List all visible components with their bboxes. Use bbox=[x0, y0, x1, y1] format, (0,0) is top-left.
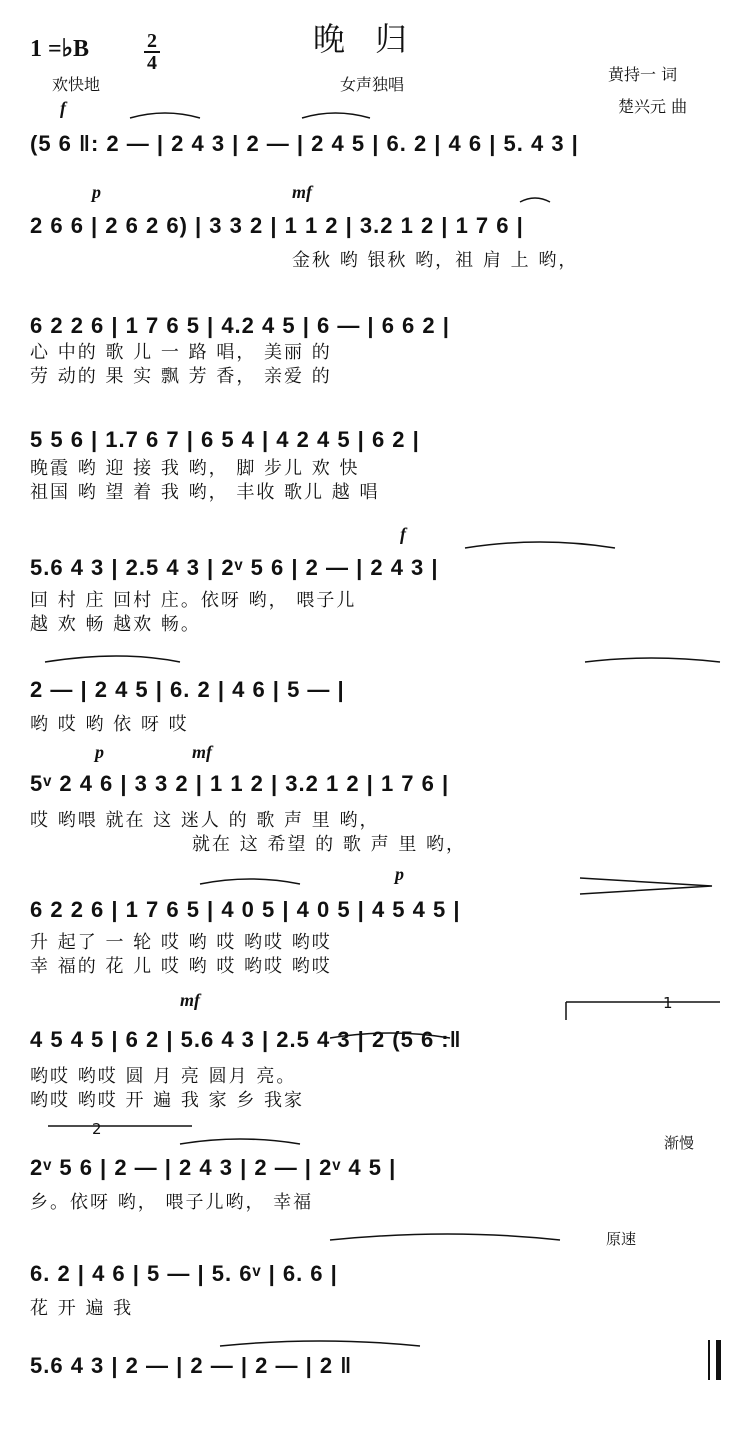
lyric-verse-1: 哟哎 哟哎 圆 月 亮 圆月 亮。 bbox=[30, 1066, 297, 1087]
lyric-verse-1: 回 村 庄 回村 庄。依呀 哟， 喂子儿 bbox=[30, 590, 357, 611]
slur-mark bbox=[45, 656, 180, 662]
tempo-change: 原速 bbox=[606, 1230, 637, 1248]
song-title: 晚归 bbox=[312, 20, 437, 58]
lyric-verse-1: 乡。依呀 哟， 喂子儿哟， 幸福 bbox=[30, 1192, 314, 1213]
lyric-verse-2: 哟哎 哟哎 开 遍 我 家 乡 我家 bbox=[30, 1090, 305, 1111]
lyric-verse-1: 晚霞 哟 迎 接 我 哟， 脚 步儿 欢 快 bbox=[30, 458, 360, 479]
dynamic-mark: mf bbox=[192, 742, 212, 762]
lyric-verse-1: 哎 哟喂 就在 这 迷人 的 歌 声 里 哟， bbox=[30, 810, 380, 831]
lyric-verse-1: 心 中的 歌 儿 一 路 唱， 美丽 的 bbox=[30, 342, 332, 363]
note-row: 5.6 4 3 | 2.5 4 3 | 2ᵛ 5 6 | 2 — | 2 4 3 | bbox=[30, 555, 439, 580]
key-signature: 1 =♭B bbox=[30, 36, 90, 62]
note-row: (5 6 ‖: 2 — | 2 4 3 | 2 — | 2 4 5 | 6. 2 | 4 6 | 5. 4 3 | bbox=[30, 131, 579, 156]
lyric-verse-2: 越 欢 畅 越欢 畅。 bbox=[30, 614, 201, 635]
slur-mark bbox=[200, 879, 300, 884]
volta-1-label: 1 bbox=[663, 994, 673, 1012]
dynamic-mark: mf bbox=[292, 182, 312, 202]
lyric-verse-1: 升 起了 一 轮 哎 哟 哎 哟哎 哟哎 bbox=[30, 932, 332, 953]
lyricist-credit: 黄持一 词 bbox=[608, 65, 678, 84]
slur-mark bbox=[302, 113, 370, 118]
final-barline bbox=[716, 1340, 721, 1380]
note-row: 6 2 2 6 | 1 7 6 5 | 4 0 5 | 4 0 5 | 4 5 4 5 | bbox=[30, 897, 461, 922]
slur-mark bbox=[180, 1139, 300, 1144]
note-row: 2 6 6 | 2 6 2 6) | 3 3 2 | 1 1 2 | 3.2 1 2 | 1 7 6 | bbox=[30, 213, 524, 238]
time-signature-bottom: 4 bbox=[147, 52, 157, 74]
dynamic-mark: p bbox=[95, 742, 104, 762]
time-signature-top: 2 bbox=[147, 30, 157, 52]
volta-2-label: 2 bbox=[92, 1120, 102, 1138]
lyric-verse-1: 哟 哎 哟 依 呀 哎 bbox=[30, 714, 189, 735]
note-row: 6. 2 | 4 6 | 5 — | 5. 6ᵛ | 6. 6 | bbox=[30, 1261, 338, 1286]
note-row: 5 5 6 | 1.7 6 7 | 6 5 4 | 4 2 4 5 | 6 2 | bbox=[30, 427, 420, 452]
slur-mark bbox=[330, 1033, 450, 1038]
note-row: 4 5 4 5 | 6 2 | 5.6 4 3 | 2.5 4 3 | 2 (5 6 :‖ bbox=[30, 1027, 462, 1052]
note-row: 6 2 2 6 | 1 7 6 5 | 4.2 4 5 | 6 — | 6 6 2 | bbox=[30, 313, 450, 338]
lyric-verse-1: 花 开 遍 我 bbox=[30, 1298, 134, 1319]
note-row: 5ᵛ 2 4 6 | 3 3 2 | 1 1 2 | 3.2 1 2 | 1 7 6 | bbox=[30, 771, 450, 796]
lyric-verse-2: 幸 福的 花 儿 哎 哟 哎 哟哎 哟哎 bbox=[30, 956, 332, 977]
note-row: 2 — | 2 4 5 | 6. 2 | 4 6 | 5 — | bbox=[30, 677, 345, 702]
slur-mark bbox=[585, 658, 720, 662]
dynamic-mark: f bbox=[60, 98, 66, 118]
tempo-marking: 欢快地 bbox=[52, 75, 101, 94]
slur-mark bbox=[330, 1234, 560, 1240]
dynamic-mark: f bbox=[400, 524, 406, 544]
dynamic-mark: mf bbox=[180, 990, 200, 1010]
lyric-verse-2: 劳 动的 果 实 飘 芳 香， 亲爱 的 bbox=[30, 366, 332, 387]
slur-mark bbox=[130, 113, 200, 118]
note-row: 2ᵛ 5 6 | 2 — | 2 4 3 | 2 — | 2ᵛ 4 5 | bbox=[30, 1155, 397, 1180]
voice-type: 女声独唱 bbox=[340, 75, 405, 94]
lyric-verse-2: 祖国 哟 望 着 我 哟， 丰收 歌儿 越 唱 bbox=[30, 482, 380, 503]
slur-mark bbox=[465, 542, 615, 548]
slur-mark bbox=[520, 198, 550, 202]
crescendo-hairpin bbox=[580, 878, 712, 894]
lyric-verse-2: 就在 这 希望 的 歌 声 里 哟， bbox=[192, 834, 467, 855]
lyric-verse-1: 金秋 哟 银秋 哟，祖 肩 上 哟， bbox=[292, 250, 579, 271]
tempo-change: 渐慢 bbox=[664, 1134, 695, 1152]
composer-credit: 楚兴元 曲 bbox=[618, 97, 688, 116]
note-row: 5.6 4 3 | 2 — | 2 — | 2 — | 2 ‖ bbox=[30, 1353, 353, 1378]
dynamic-mark: p bbox=[395, 864, 404, 884]
slur-mark bbox=[220, 1341, 420, 1346]
dynamic-mark: p bbox=[92, 182, 101, 202]
final-barline-thin bbox=[708, 1340, 710, 1380]
